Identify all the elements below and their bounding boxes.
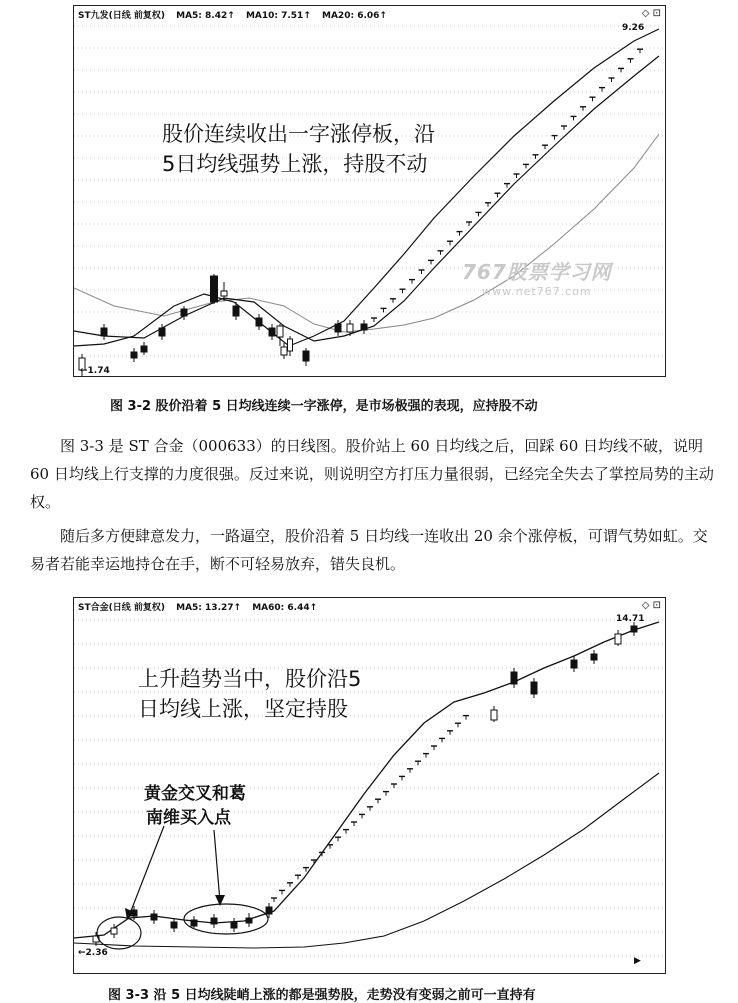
- chart2-candle: [615, 634, 621, 644]
- chart2-candle: [171, 922, 177, 928]
- chart2-arrow-2: [214, 830, 220, 902]
- chart2-annotation-line1: 上升趋势当中，股价沿5: [138, 667, 362, 691]
- chart1-candle: [288, 339, 293, 351]
- chart2-candle: [631, 626, 637, 632]
- chart2-candle: [151, 914, 157, 920]
- chart1-low-label: ←1.74: [80, 366, 110, 376]
- ma5-line: [74, 29, 659, 346]
- chart1-candle: [335, 324, 341, 332]
- chart1-ma5: MA5: 8.42↑: [176, 11, 235, 21]
- chart2-high-label: 14.71: [616, 614, 645, 624]
- chart2-candle: [231, 922, 237, 928]
- watermark: [462, 256, 612, 298]
- figure1-caption: 图 3-2 股价沿着 5 日均线连续一字涨停，是市场极强的表现，应持股不动: [110, 399, 538, 414]
- chart2-ma5: MA5: 13.27↑: [176, 603, 242, 613]
- chart2-buy-circle-2: [184, 904, 268, 934]
- chart2-header: [78, 600, 325, 613]
- chart2-ma60: MA60: 6.44↑: [252, 603, 318, 613]
- chart2-candle: [191, 920, 197, 926]
- chart2-buy-circle-1: [97, 917, 141, 949]
- chart1-annotation: [162, 119, 435, 179]
- figure2-caption: 图 3-3 沿 5 日均线陡峭上涨的都是强势股，走势没有变弱之前可一直持有: [108, 988, 536, 1003]
- paragraph-2: 随后多方便肆意发力，一路逼空，股价沿着 5 日均线一连收出 20 余个涨停板，可谓气势如虹。交易者若能幸运地持仓在手，断不可轻易放弃，错失良机。: [30, 527, 708, 573]
- chart2-candle: [266, 907, 272, 914]
- chart2-low-label: ←2.36: [78, 948, 108, 958]
- chart1-plot: [74, 6, 665, 376]
- chart1-ma10: MA10: 7.51↑: [245, 11, 311, 21]
- chart2-candle: [491, 710, 497, 720]
- chart1-window-icons[interactable]: ◇ ⊡: [641, 8, 661, 19]
- chart1-candle: [141, 346, 147, 352]
- chart2-candle: [111, 928, 117, 934]
- watermark-url: www.net767.com: [482, 285, 592, 298]
- chart2-arrow-1: [129, 826, 164, 916]
- chart1-candle: [281, 347, 287, 355]
- chart1-ma20: MA20: 6.06↑: [322, 11, 387, 21]
- chart1-candle: [347, 324, 353, 332]
- chart1-annotation-line1: 股价连续收出一字涨停板，沿: [162, 122, 435, 146]
- chart1-candle: [277, 326, 283, 337]
- chart2-candle: [246, 918, 252, 923]
- chart1-candle: [303, 351, 309, 361]
- chart1-candle: [211, 276, 218, 302]
- chart2-candle: [571, 660, 577, 668]
- chart1-annotation-line2: 5日均线强势上涨，持股不动: [162, 152, 428, 176]
- chart2-annotation: [138, 664, 361, 724]
- chart1-title: ST九发(日线 前复权): [78, 11, 165, 21]
- chart2-candle: [531, 682, 537, 694]
- chart1-candle: [233, 306, 239, 316]
- ma10-line: [74, 56, 659, 341]
- chart2-scroll-right-icon[interactable]: ▶: [634, 956, 641, 966]
- chart2-annotation-line2: 日均线上涨，坚定持股: [138, 697, 348, 721]
- paragraph-1: 图 3-3 是 ST 合金（000633）的日线图。股价站上 60 日均线之后，回踩 60 日均线不破，说明 60 日均线上行支撑的力度很强。反过来说，则说明空方打压力量很弱，已经完全失去了掌控局势的主动权。: [30, 437, 714, 511]
- chart-st-jiufa: [73, 5, 666, 377]
- chart2-buy-point-line1: 黄金交叉和葛: [144, 784, 246, 804]
- chart2-window-icons[interactable]: ◇ ⊡: [641, 600, 661, 611]
- chart1-candle: [221, 291, 227, 296]
- chart1-candle: [269, 328, 275, 336]
- chart1-candle: [131, 352, 137, 358]
- chart2-title: ST合金(日线 前复权): [78, 603, 165, 613]
- chart1-candle: [181, 309, 187, 316]
- chart1-candle: [256, 318, 262, 326]
- chart2-buy-point-line2: 南维买入点: [146, 808, 231, 828]
- chart1-candle: [361, 324, 367, 330]
- chart2-buy-point-annotation: [144, 782, 246, 830]
- chart1-high-label: 9.26: [622, 23, 645, 33]
- chart1-candle: [101, 328, 107, 336]
- chart2-candle: [591, 654, 597, 660]
- chart1-header: [78, 8, 395, 21]
- chart2-candle: [211, 918, 217, 924]
- watermark-main: 767股票学习网: [462, 260, 612, 284]
- chart1-candle: [159, 328, 165, 336]
- chart-st-hejin: [73, 597, 666, 974]
- chart2-candle: [511, 672, 517, 684]
